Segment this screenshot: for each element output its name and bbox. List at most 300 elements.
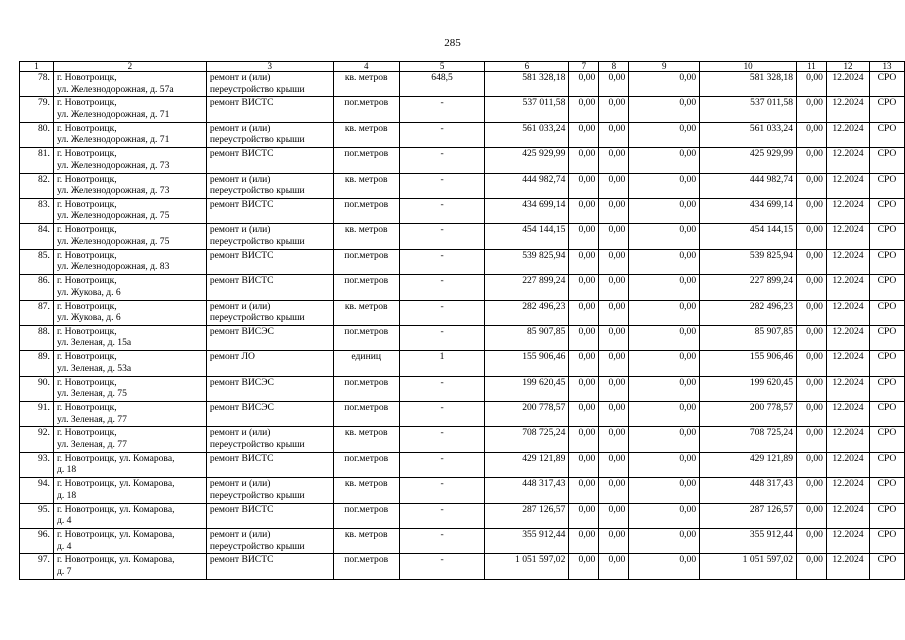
cost-col8-cell: 0,00 bbox=[599, 427, 629, 452]
address-cell bbox=[53, 198, 206, 223]
table-row bbox=[20, 503, 905, 528]
cost-col11-cell: 0,00 bbox=[797, 148, 827, 173]
deadline-cell: 12.2024 bbox=[826, 529, 869, 554]
volume-cell: - bbox=[399, 478, 485, 503]
deadline-cell: 12.2024 bbox=[826, 148, 869, 173]
volume-cell: 648,5 bbox=[399, 72, 485, 97]
unit-cell bbox=[333, 249, 399, 274]
volume-cell: - bbox=[399, 503, 485, 528]
work-type-cell bbox=[206, 325, 333, 350]
cost-col8-cell: 0,00 bbox=[599, 376, 629, 401]
row-number: 91. bbox=[20, 402, 54, 427]
column-header-7: 7 bbox=[569, 62, 599, 72]
address-cell-line-2: ул. Железнодорожная, д. 75 bbox=[56, 235, 170, 247]
volume-cell: - bbox=[399, 148, 485, 173]
method-cell: СРО bbox=[869, 478, 904, 503]
unit-cell-line-1: кв. метров bbox=[344, 427, 388, 439]
address-cell bbox=[53, 122, 206, 147]
work-type-cell-line-2: переустройство крыши bbox=[209, 489, 305, 501]
row-number: 88. bbox=[20, 325, 54, 350]
column-header-3: 3 bbox=[206, 62, 333, 72]
unit-cell-line-1: пог. bbox=[344, 376, 360, 388]
total-cost-cell: 155 906,46 bbox=[485, 351, 569, 376]
method-cell: СРО bbox=[869, 198, 904, 223]
work-type-cell-line-1: ремонт и (или) bbox=[209, 478, 271, 490]
address-cell-line-1: г. Новотроицк, bbox=[56, 72, 117, 83]
volume-cell: - bbox=[399, 224, 485, 249]
table-row bbox=[20, 249, 905, 274]
volume-cell: - bbox=[399, 427, 485, 452]
unit-cell-line-2: метров bbox=[359, 148, 389, 160]
cost-col8-cell: 0,00 bbox=[599, 173, 629, 198]
volume-cell: 1 bbox=[399, 351, 485, 376]
table-row bbox=[20, 224, 905, 249]
deadline-cell: 12.2024 bbox=[826, 402, 869, 427]
address-cell bbox=[53, 148, 206, 173]
total-cost-cell: 561 033,24 bbox=[485, 122, 569, 147]
unit-cell bbox=[333, 173, 399, 198]
unit-cell-line-1: кв. метров bbox=[344, 300, 388, 312]
cost-col9-cell: 0,00 bbox=[629, 249, 700, 274]
address-cell-line-1: г. Новотроицк, ул. Комарова, bbox=[56, 503, 175, 515]
unit-cell-line-2: метров bbox=[359, 325, 389, 337]
registry-table bbox=[19, 61, 905, 580]
unit-cell bbox=[333, 554, 399, 579]
method-cell: СРО bbox=[869, 224, 904, 249]
work-type-cell bbox=[206, 275, 333, 300]
unit-cell bbox=[333, 351, 399, 376]
address-cell-line-1: г. Новотроицк, bbox=[56, 148, 117, 160]
address-cell-line-1: г. Новотроицк, bbox=[56, 427, 117, 439]
deadline-cell: 12.2024 bbox=[826, 275, 869, 300]
unit-cell bbox=[333, 452, 399, 477]
unit-cell-line-1: пог. bbox=[344, 503, 360, 515]
row-number: 97. bbox=[20, 554, 54, 579]
deadline-cell: 12.2024 bbox=[826, 427, 869, 452]
work-type-cell-line-2: переустройство крыши bbox=[209, 83, 305, 95]
total-cost-cell: 200 778,57 bbox=[485, 402, 569, 427]
volume-cell: - bbox=[399, 300, 485, 325]
address-cell-line-1: г. Новотроицк, ул. Комарова, bbox=[56, 529, 175, 541]
cost-col11-cell: 0,00 bbox=[797, 351, 827, 376]
unit-cell-line-1: пог. bbox=[344, 97, 360, 109]
cost-col9-cell: 0,00 bbox=[629, 478, 700, 503]
method-cell: СРО bbox=[869, 122, 904, 147]
row-number: 82. bbox=[20, 173, 54, 198]
total-cost-cell: 444 982,74 bbox=[485, 173, 569, 198]
unit-cell bbox=[333, 224, 399, 249]
cost-col11-cell: 0,00 bbox=[797, 503, 827, 528]
volume-cell: - bbox=[399, 452, 485, 477]
address-cell-line-2: ул. Зеленая, д. 77 bbox=[56, 438, 127, 450]
row-number: 84. bbox=[20, 224, 54, 249]
total-cost-cell: 434 699,14 bbox=[485, 198, 569, 223]
unit-cell-line-1: кв. метров bbox=[344, 122, 388, 134]
total-cost-cell: 454 144,15 bbox=[485, 224, 569, 249]
volume-cell: - bbox=[399, 529, 485, 554]
cost-col9-cell: 0,00 bbox=[629, 72, 700, 97]
cost-col8-cell: 0,00 bbox=[599, 452, 629, 477]
cost-col11-cell: 0,00 bbox=[797, 72, 827, 97]
deadline-cell: 12.2024 bbox=[826, 72, 869, 97]
address-cell bbox=[53, 529, 206, 554]
cost-col9-cell: 0,00 bbox=[629, 351, 700, 376]
total-cost-cell: 227 899,24 bbox=[485, 275, 569, 300]
address-cell-line-2: д. 4 bbox=[56, 515, 72, 527]
table-row bbox=[20, 554, 905, 579]
row-number: 93. bbox=[20, 452, 54, 477]
cost-col8-cell: 0,00 bbox=[599, 478, 629, 503]
work-type-cell-line-1: ремонт ВИСЭС bbox=[209, 325, 274, 337]
cost-col10-cell: 282 496,23 bbox=[700, 300, 797, 325]
work-type-cell-line-1: ремонт ВИСТС bbox=[209, 148, 274, 160]
cost-col10-cell: 434 699,14 bbox=[700, 198, 797, 223]
address-cell-line-1: г. Новотроицк, bbox=[56, 325, 117, 337]
work-type-cell-line-1: ремонт ВИСТС bbox=[209, 452, 274, 464]
volume-cell: - bbox=[399, 173, 485, 198]
deadline-cell: 12.2024 bbox=[826, 249, 869, 274]
volume-cell: - bbox=[399, 275, 485, 300]
column-header-9: 9 bbox=[629, 62, 700, 72]
address-cell-line-2: ул. Жукова, д. 6 bbox=[56, 286, 121, 298]
cost-col9-cell: 0,00 bbox=[629, 97, 700, 122]
cost-col9-cell: 0,00 bbox=[629, 198, 700, 223]
column-header-5: 5 bbox=[399, 62, 485, 72]
unit-cell-line-2: метров bbox=[359, 503, 389, 515]
unit-cell bbox=[333, 402, 399, 427]
table-row bbox=[20, 478, 905, 503]
address-cell-line-2: ул. Зеленая, д. 53а bbox=[56, 362, 132, 374]
unit-cell bbox=[333, 122, 399, 147]
unit-cell-line-1: единиц bbox=[351, 351, 381, 363]
method-cell: СРО bbox=[869, 97, 904, 122]
work-type-cell bbox=[206, 122, 333, 147]
cost-col10-cell: 537 011,58 bbox=[700, 97, 797, 122]
work-type-cell-line-1: ремонт ЛО bbox=[209, 351, 255, 363]
address-cell-line-2: ул. Зеленая, д. 75 bbox=[56, 388, 127, 400]
address-cell-line-1: г. Новотроицк, bbox=[56, 249, 117, 261]
address-cell-line-2: ул. Железнодорожная, д. 73 bbox=[56, 159, 170, 171]
cost-col7-cell: 0,00 bbox=[569, 72, 599, 97]
unit-cell-line-2: метров bbox=[359, 554, 389, 566]
unit-cell-line-1: пог. bbox=[344, 554, 360, 566]
table-row bbox=[20, 198, 905, 223]
unit-cell bbox=[333, 325, 399, 350]
deadline-cell: 12.2024 bbox=[826, 503, 869, 528]
cost-col11-cell: 0,00 bbox=[797, 275, 827, 300]
cost-col10-cell: 199 620,45 bbox=[700, 376, 797, 401]
volume-cell: - bbox=[399, 97, 485, 122]
header-row bbox=[20, 62, 905, 72]
total-cost-cell: 708 725,24 bbox=[485, 427, 569, 452]
total-cost-cell: 282 496,23 bbox=[485, 300, 569, 325]
cost-col9-cell: 0,00 bbox=[629, 427, 700, 452]
address-cell-line-2: ул. Зеленая, д. 15а bbox=[56, 337, 132, 349]
cost-col8-cell: 0,00 bbox=[599, 198, 629, 223]
cost-col9-cell: 0,00 bbox=[629, 452, 700, 477]
unit-cell-line-1: кв. метров bbox=[344, 72, 388, 83]
unit-cell-line-1: кв. метров bbox=[344, 529, 388, 541]
table-row bbox=[20, 275, 905, 300]
unit-cell bbox=[333, 97, 399, 122]
cost-col10-cell: 454 144,15 bbox=[700, 224, 797, 249]
work-type-cell-line-1: ремонт ВИСТС bbox=[209, 275, 274, 287]
cost-col11-cell: 0,00 bbox=[797, 478, 827, 503]
address-cell bbox=[53, 478, 206, 503]
unit-cell-line-2: метров bbox=[359, 249, 389, 261]
column-header-13: 13 bbox=[869, 62, 904, 72]
total-cost-cell: 448 317,43 bbox=[485, 478, 569, 503]
cost-col7-cell: 0,00 bbox=[569, 198, 599, 223]
cost-col10-cell: 448 317,43 bbox=[700, 478, 797, 503]
unit-cell bbox=[333, 503, 399, 528]
address-cell bbox=[53, 300, 206, 325]
unit-cell-line-2: метров bbox=[359, 275, 389, 287]
address-cell bbox=[53, 249, 206, 274]
address-cell-line-2: д. 18 bbox=[56, 489, 77, 501]
table-row bbox=[20, 427, 905, 452]
cost-col8-cell: 0,00 bbox=[599, 224, 629, 249]
row-number: 83. bbox=[20, 198, 54, 223]
work-type-cell-line-2: переустройство крыши bbox=[209, 312, 305, 324]
cost-col11-cell: 0,00 bbox=[797, 224, 827, 249]
cost-col10-cell: 155 906,46 bbox=[700, 351, 797, 376]
cost-col7-cell: 0,00 bbox=[569, 402, 599, 427]
cost-col7-cell: 0,00 bbox=[569, 148, 599, 173]
work-type-cell-line-2: переустройство крыши bbox=[209, 540, 305, 552]
row-number: 89. bbox=[20, 351, 54, 376]
cost-col10-cell: 200 778,57 bbox=[700, 402, 797, 427]
address-cell-line-1: г. Новотроицк, bbox=[56, 275, 117, 287]
cost-col11-cell: 0,00 bbox=[797, 300, 827, 325]
column-header-10: 10 bbox=[700, 62, 797, 72]
work-type-cell bbox=[206, 148, 333, 173]
address-cell-line-2: ул. Железнодорожная, д. 73 bbox=[56, 185, 170, 197]
work-type-cell-line-1: ремонт ВИСТС bbox=[209, 503, 274, 515]
cost-col11-cell: 0,00 bbox=[797, 325, 827, 350]
cost-col10-cell: 429 121,89 bbox=[700, 452, 797, 477]
method-cell: СРО bbox=[869, 376, 904, 401]
table-row bbox=[20, 376, 905, 401]
work-type-cell bbox=[206, 452, 333, 477]
unit-cell-line-1: пог. bbox=[344, 198, 360, 210]
address-cell-line-1: г. Новотроицк, bbox=[56, 122, 117, 134]
cost-col8-cell: 0,00 bbox=[599, 97, 629, 122]
work-type-cell-line-2: переустройство крыши bbox=[209, 438, 305, 450]
unit-cell-line-1: пог. bbox=[344, 148, 360, 160]
address-cell-line-2: ул. Железнодорожная, д. 71 bbox=[56, 108, 170, 120]
row-number: 80. bbox=[20, 122, 54, 147]
table-row bbox=[20, 325, 905, 350]
table-row bbox=[20, 452, 905, 477]
unit-cell bbox=[333, 376, 399, 401]
cost-col8-cell: 0,00 bbox=[599, 529, 629, 554]
work-type-cell bbox=[206, 478, 333, 503]
total-cost-cell: 429 121,89 bbox=[485, 452, 569, 477]
cost-col9-cell: 0,00 bbox=[629, 325, 700, 350]
cost-col7-cell: 0,00 bbox=[569, 224, 599, 249]
deadline-cell: 12.2024 bbox=[826, 376, 869, 401]
column-header-11: 11 bbox=[797, 62, 827, 72]
cost-col8-cell: 0,00 bbox=[599, 325, 629, 350]
cost-col9-cell: 0,00 bbox=[629, 224, 700, 249]
address-cell bbox=[53, 72, 206, 97]
cost-col10-cell: 1 051 597,02 bbox=[700, 554, 797, 579]
cost-col10-cell: 355 912,44 bbox=[700, 529, 797, 554]
column-header-6: 6 bbox=[485, 62, 569, 72]
cost-col11-cell: 0,00 bbox=[797, 427, 827, 452]
address-cell-line-1: г. Новотроицк, ул. Комарова, bbox=[56, 478, 175, 490]
deadline-cell: 12.2024 bbox=[826, 351, 869, 376]
total-cost-cell: 199 620,45 bbox=[485, 376, 569, 401]
volume-cell: - bbox=[399, 554, 485, 579]
cost-col7-cell: 0,00 bbox=[569, 376, 599, 401]
work-type-cell-line-1: ремонт ВИСТС bbox=[209, 198, 274, 210]
cost-col11-cell: 0,00 bbox=[797, 452, 827, 477]
cost-col10-cell: 425 929,99 bbox=[700, 148, 797, 173]
unit-cell-line-1: пог. bbox=[344, 275, 360, 287]
cost-col8-cell: 0,00 bbox=[599, 351, 629, 376]
deadline-cell: 12.2024 bbox=[826, 554, 869, 579]
row-number: 95. bbox=[20, 503, 54, 528]
work-type-cell bbox=[206, 198, 333, 223]
work-type-cell-line-1: ремонт и (или) bbox=[209, 72, 271, 83]
cost-col11-cell: 0,00 bbox=[797, 376, 827, 401]
work-type-cell-line-1: ремонт и (или) bbox=[209, 173, 271, 185]
method-cell: СРО bbox=[869, 452, 904, 477]
address-cell bbox=[53, 97, 206, 122]
column-header-4: 4 bbox=[333, 62, 399, 72]
work-type-cell-line-1: ремонт ВИСТС bbox=[209, 97, 274, 109]
cost-col8-cell: 0,00 bbox=[599, 275, 629, 300]
work-type-cell bbox=[206, 427, 333, 452]
unit-cell-line-1: кв. метров bbox=[344, 173, 388, 185]
unit-cell bbox=[333, 72, 399, 97]
method-cell: СРО bbox=[869, 325, 904, 350]
unit-cell-line-1: пог. bbox=[344, 452, 360, 464]
cost-col7-cell: 0,00 bbox=[569, 173, 599, 198]
address-cell bbox=[53, 173, 206, 198]
cost-col8-cell: 0,00 bbox=[599, 503, 629, 528]
cost-col7-cell: 0,00 bbox=[569, 478, 599, 503]
cost-col9-cell: 0,00 bbox=[629, 122, 700, 147]
cost-col10-cell: 227 899,24 bbox=[700, 275, 797, 300]
unit-cell bbox=[333, 148, 399, 173]
work-type-cell-line-1: ремонт ВИСТС bbox=[209, 249, 274, 261]
volume-cell: - bbox=[399, 402, 485, 427]
work-type-cell bbox=[206, 97, 333, 122]
work-type-cell-line-2: переустройство крыши bbox=[209, 134, 305, 146]
method-cell: СРО bbox=[869, 529, 904, 554]
table-row bbox=[20, 122, 905, 147]
method-cell: СРО bbox=[869, 148, 904, 173]
cost-col11-cell: 0,00 bbox=[797, 97, 827, 122]
volume-cell: - bbox=[399, 376, 485, 401]
address-cell-line-1: г. Новотроицк, bbox=[56, 300, 117, 312]
address-cell-line-1: г. Новотроицк, bbox=[56, 173, 117, 185]
work-type-cell bbox=[206, 529, 333, 554]
table-row bbox=[20, 173, 905, 198]
cost-col10-cell: 444 982,74 bbox=[700, 173, 797, 198]
cost-col9-cell: 0,00 bbox=[629, 173, 700, 198]
cost-col7-cell: 0,00 bbox=[569, 97, 599, 122]
deadline-cell: 12.2024 bbox=[826, 97, 869, 122]
unit-cell-line-1: пог. bbox=[344, 249, 360, 261]
table-row bbox=[20, 97, 905, 122]
row-number: 92. bbox=[20, 427, 54, 452]
unit-cell bbox=[333, 198, 399, 223]
method-cell: СРО bbox=[869, 72, 904, 97]
cost-col7-cell: 0,00 bbox=[569, 427, 599, 452]
total-cost-cell: 85 907,85 bbox=[485, 325, 569, 350]
address-cell bbox=[53, 427, 206, 452]
address-cell-line-2: д. 4 bbox=[56, 540, 72, 552]
work-type-cell-line-1: ремонт и (или) bbox=[209, 224, 271, 236]
address-cell-line-2: ул. Зеленая, д. 77 bbox=[56, 413, 127, 425]
volume-cell: - bbox=[399, 249, 485, 274]
cost-col9-cell: 0,00 bbox=[629, 148, 700, 173]
cost-col10-cell: 539 825,94 bbox=[700, 249, 797, 274]
total-cost-cell: 355 912,44 bbox=[485, 529, 569, 554]
work-type-cell bbox=[206, 376, 333, 401]
work-type-cell bbox=[206, 351, 333, 376]
deadline-cell: 12.2024 bbox=[826, 300, 869, 325]
address-cell bbox=[53, 376, 206, 401]
cost-col11-cell: 0,00 bbox=[797, 249, 827, 274]
cost-col7-cell: 0,00 bbox=[569, 503, 599, 528]
table-row bbox=[20, 402, 905, 427]
cost-col8-cell: 0,00 bbox=[599, 148, 629, 173]
deadline-cell: 12.2024 bbox=[826, 198, 869, 223]
unit-cell-line-1: кв. метров bbox=[344, 478, 388, 490]
deadline-cell: 12.2024 bbox=[826, 452, 869, 477]
page-number: 285 bbox=[444, 37, 461, 49]
method-cell: СРО bbox=[869, 427, 904, 452]
address-cell-line-1: г. Новотроицк, bbox=[56, 198, 117, 210]
row-number: 90. bbox=[20, 376, 54, 401]
cost-col7-cell: 0,00 bbox=[569, 249, 599, 274]
address-cell-line-2: д. 7 bbox=[56, 565, 72, 577]
unit-cell-line-1: кв. метров bbox=[344, 224, 388, 236]
total-cost-cell: 1 051 597,02 bbox=[485, 554, 569, 579]
volume-cell: - bbox=[399, 122, 485, 147]
method-cell: СРО bbox=[869, 402, 904, 427]
address-cell-line-2: ул. Жукова, д. 6 bbox=[56, 312, 121, 324]
deadline-cell: 12.2024 bbox=[826, 478, 869, 503]
address-cell bbox=[53, 503, 206, 528]
address-cell-line-1: г. Новотроицк, bbox=[56, 351, 117, 363]
total-cost-cell: 539 825,94 bbox=[485, 249, 569, 274]
cost-col11-cell: 0,00 bbox=[797, 198, 827, 223]
table-row bbox=[20, 300, 905, 325]
address-cell-line-2: ул. Железнодорожная, д. 75 bbox=[56, 210, 170, 222]
cost-col8-cell: 0,00 bbox=[599, 300, 629, 325]
deadline-cell: 12.2024 bbox=[826, 122, 869, 147]
row-number: 86. bbox=[20, 275, 54, 300]
address-cell bbox=[53, 402, 206, 427]
method-cell: СРО bbox=[869, 351, 904, 376]
address-cell-line-1: г. Новотроицк, bbox=[56, 376, 117, 388]
cost-col9-cell: 0,00 bbox=[629, 503, 700, 528]
total-cost-cell: 287 126,57 bbox=[485, 503, 569, 528]
cost-col7-cell: 0,00 bbox=[569, 452, 599, 477]
work-type-cell-line-1: ремонт и (или) bbox=[209, 529, 271, 541]
method-cell: СРО bbox=[869, 173, 904, 198]
address-cell-line-1: г. Новотроицк, ул. Комарова, bbox=[56, 554, 175, 566]
method-cell: СРО bbox=[869, 503, 904, 528]
cost-col11-cell: 0,00 bbox=[797, 554, 827, 579]
total-cost-cell: 537 011,58 bbox=[485, 97, 569, 122]
